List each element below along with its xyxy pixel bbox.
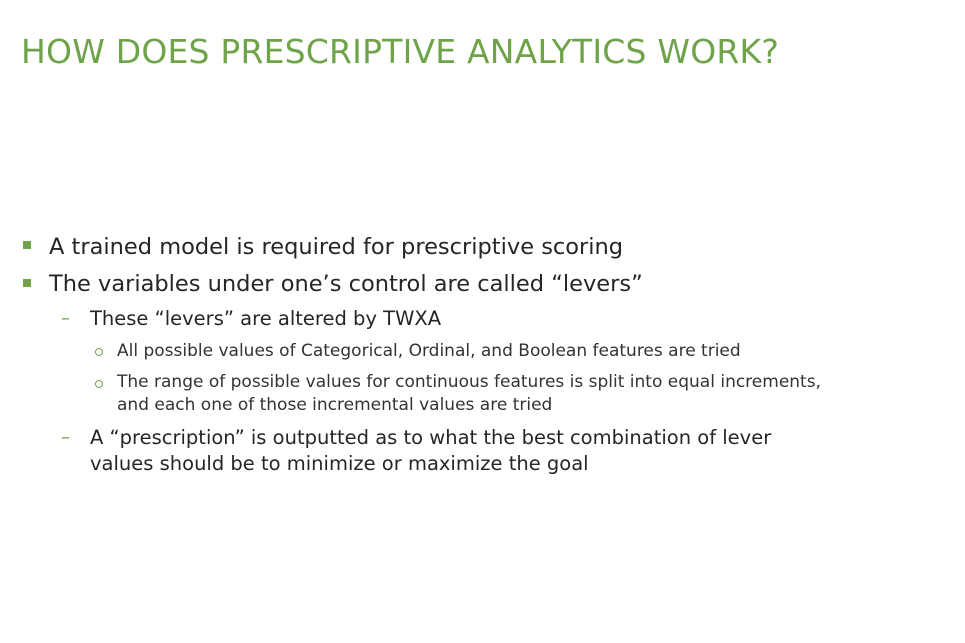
subbullet-levers-altered: These “levers” are altered by TWXA [90,307,442,330]
circle-bullet-icon [95,380,103,388]
subbullet-prescription-line-2: values should be to minimize or maximize the goal [90,452,589,475]
subsubbullet-continuous-line-1: The range of possible values for continuous features is split into equal increments, [117,372,821,392]
bullet-model-required: A trained model is required for prescriptive scoring [49,234,624,260]
subsubbullet-categorical-values: All possible values of Categorical, Ordinal, and Boolean features are tried [117,341,741,361]
slide-title: HOW DOES PRESCRIPTIVE ANALYTICS WORK? [21,32,780,71]
subsubbullet-continuous-line-2: and each one of those incremental values are tried [117,395,553,415]
circle-bullet-icon [95,348,103,356]
subbullet-prescription-line-1: A “prescription” is outputted as to what the best combination of lever [90,426,772,449]
square-bullet-icon [23,279,31,287]
bullet-levers-definition: The variables under one’s control are called “levers” [49,271,643,297]
dash-bullet-icon: – [61,308,70,329]
square-bullet-icon [23,241,31,249]
dash-bullet-icon: – [61,427,70,448]
